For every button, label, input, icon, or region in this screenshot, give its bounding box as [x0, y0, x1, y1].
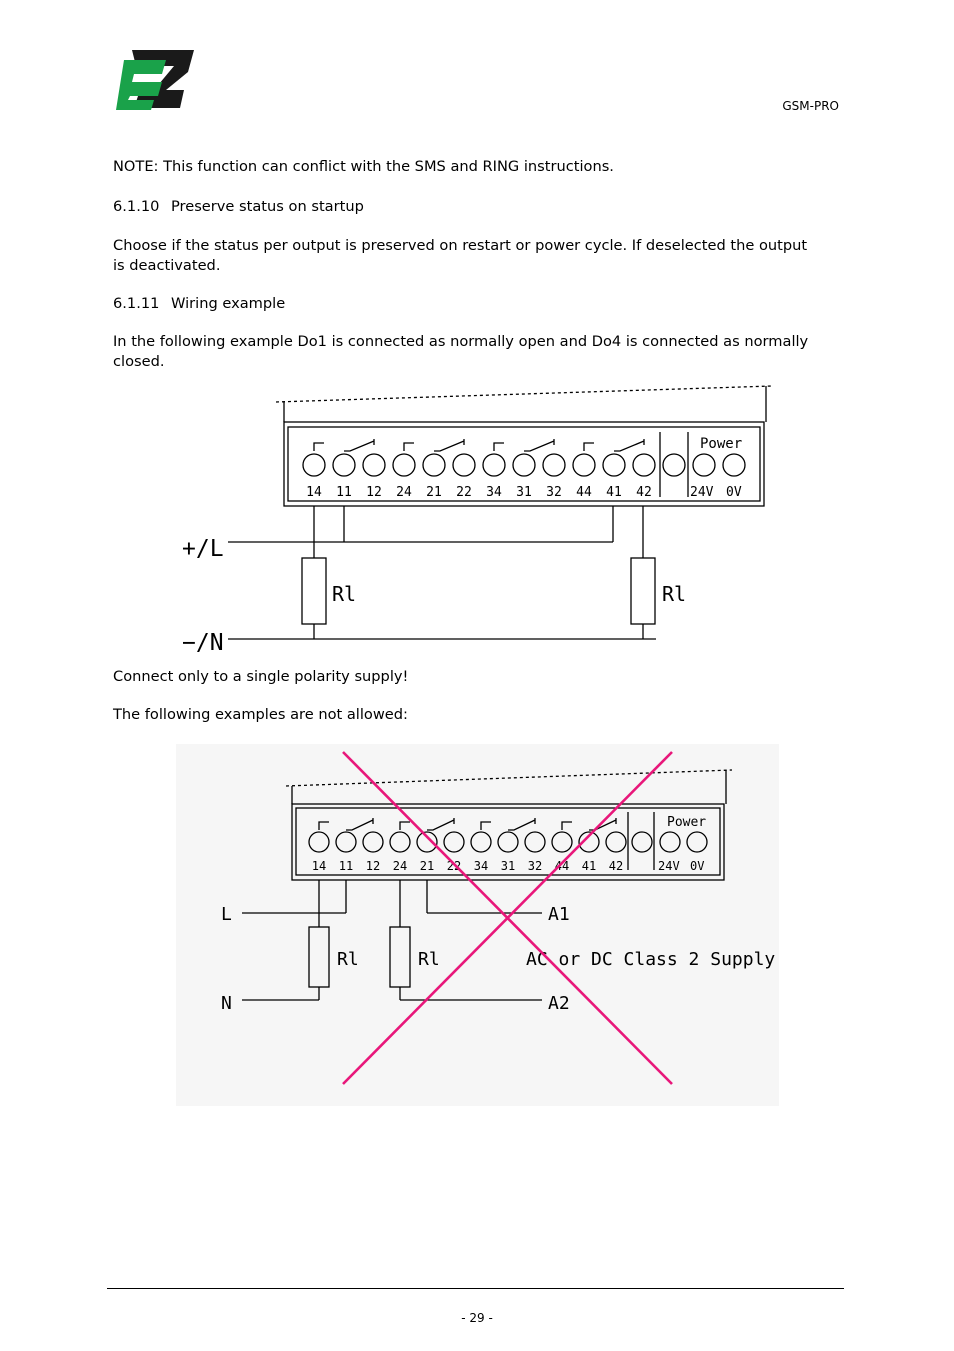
supply-label: AC or DC Class 2 Supply	[526, 949, 776, 970]
terminal-screw	[303, 454, 325, 476]
terminal-label-24v: 24V	[690, 485, 714, 500]
line-plus-label: +/L	[182, 536, 224, 562]
terminal-screw	[663, 454, 685, 476]
load-label: Rl	[418, 949, 440, 970]
wiring-diagram-allowed	[170, 380, 780, 655]
wiring-diagram-not-allowed	[176, 744, 779, 1106]
terminal-label-0v: 0V	[690, 859, 705, 873]
company-logo	[114, 48, 196, 112]
contact-symbol-no	[584, 443, 594, 451]
terminal-label: 11	[336, 485, 352, 500]
terminal-label: 31	[516, 485, 532, 500]
supply-a1-label: A1	[548, 904, 570, 925]
contact-symbol-nc	[614, 439, 644, 451]
section-body-wiring: In the following example Do1 is connected as normally open and Do4 is connected as normally closed.	[113, 333, 809, 370]
load-label: Rl	[337, 949, 359, 970]
not-allowed-caption: The following examples are not allowed:	[113, 706, 408, 723]
document-name: GSM-PRO	[782, 99, 839, 113]
terminal-screw	[633, 454, 655, 476]
terminal-screw	[423, 454, 445, 476]
terminal-label: 32	[546, 485, 562, 500]
section-number: 6.1.10	[113, 198, 160, 215]
section-title: Wiring example	[171, 295, 286, 312]
terminal-screw	[723, 454, 745, 476]
terminal-screw	[393, 454, 415, 476]
contact-symbol-no	[314, 443, 324, 451]
note-text: NOTE: This function can conflict with the SMS and RING instructions.	[113, 158, 614, 175]
terminal-screw	[693, 454, 715, 476]
terminal-label: 44	[576, 485, 592, 500]
terminal-label: 12	[366, 485, 382, 500]
contact-symbol-nc	[524, 439, 554, 451]
section-title: Preserve status on startup	[171, 198, 364, 215]
terminal-label: 22	[456, 485, 472, 500]
terminal-screw	[483, 454, 505, 476]
line-l-label: L	[221, 904, 232, 925]
terminal-label-0v: 0V	[726, 485, 742, 500]
power-label: Power	[667, 815, 707, 830]
contact-symbol-nc	[434, 439, 464, 451]
single-polarity-caption: Connect only to a single polarity supply!	[113, 668, 409, 685]
section-body-preserve: Choose if the status per output is preserved on restart or power cycle. If deselected the output is deactivated.	[113, 237, 808, 274]
load-label: Rl	[332, 582, 357, 606]
terminal-label: 11	[338, 859, 354, 873]
terminal-label: 41	[581, 859, 597, 873]
contact-symbol-nc	[344, 439, 374, 451]
footer-rule	[107, 1288, 844, 1289]
terminal-label: 34	[486, 485, 502, 500]
terminal-label: 12	[365, 859, 381, 873]
terminal-label: 32	[527, 859, 543, 873]
terminal-label: 42	[608, 859, 624, 873]
terminal-label: 14	[306, 485, 322, 500]
terminal-label: 44	[554, 859, 570, 873]
section-number: 6.1.11	[113, 295, 160, 312]
line-minus-label: −/N	[182, 630, 224, 655]
terminal-label: 31	[500, 859, 516, 873]
contact-symbol-no	[404, 443, 414, 451]
supply-a2-label: A2	[548, 993, 570, 1014]
terminal-screw	[603, 454, 625, 476]
terminal-label: 34	[473, 859, 489, 873]
terminal-screw	[363, 454, 385, 476]
terminal-label: 22	[446, 859, 462, 873]
terminal-label: 41	[606, 485, 622, 500]
section-heading-preserve	[113, 197, 364, 217]
terminal-label-24v: 24V	[658, 859, 680, 873]
terminal-label: 14	[311, 859, 327, 873]
power-label: Power	[700, 436, 743, 452]
load-label: Rl	[662, 582, 687, 606]
terminal-screw	[453, 454, 475, 476]
terminal-screw	[513, 454, 535, 476]
terminal-label: 21	[426, 485, 442, 500]
page-number: - 29 -	[461, 1311, 493, 1325]
contact-symbol-no	[494, 443, 504, 451]
terminal-screw	[333, 454, 355, 476]
line-n-label: N	[221, 993, 232, 1014]
terminal-label: 42	[636, 485, 652, 500]
terminal-screw	[543, 454, 565, 476]
section-heading-wiring	[113, 294, 285, 314]
terminal-label: 24	[392, 859, 408, 873]
terminal-screw	[573, 454, 595, 476]
terminal-label: 24	[396, 485, 412, 500]
terminal-label: 21	[419, 859, 435, 873]
